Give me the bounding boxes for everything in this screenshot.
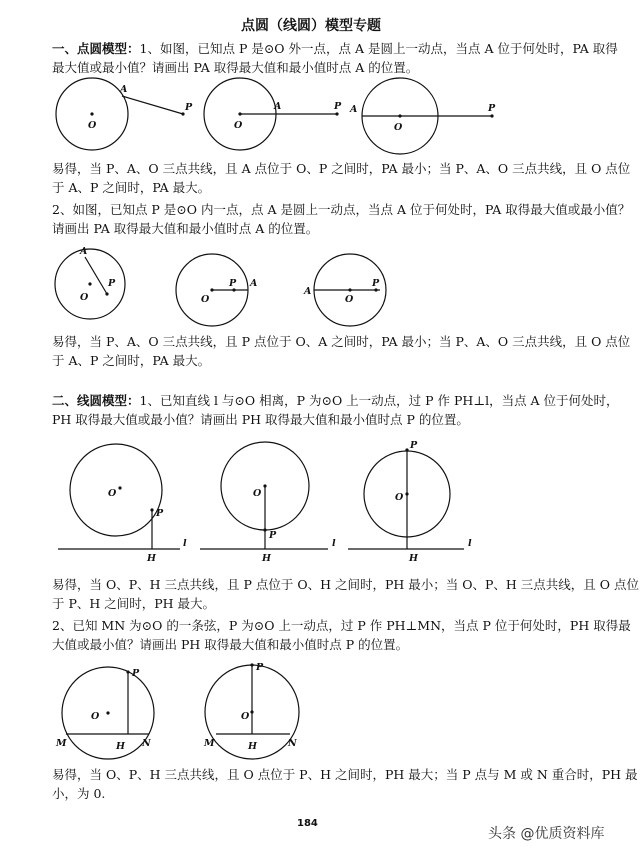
sec1-q1-line1 [52, 41, 618, 57]
sec2-a2-line1: 易得，当 O、P、H 三点共线，且 O 点位于 P、H 之间时，PH 最大；当 P 点与 M 或 N 重合时，PH 最 [52, 767, 638, 782]
label-N: N [288, 738, 297, 749]
label-O: O [234, 120, 243, 131]
sec2-heading: 二、线圆模型： [52, 393, 140, 408]
label-O: O [80, 292, 89, 303]
label-M: M [204, 738, 215, 749]
label-P: P [410, 440, 418, 451]
label-P: P [108, 278, 116, 289]
label-H: H [116, 741, 125, 752]
label-A: A [120, 84, 128, 95]
label-H: H [262, 553, 271, 564]
sec2-q1-line1 [52, 393, 619, 409]
sec1-q1-line2: 最大值或最小值？请画出 PA 取得最大值和最小值时点 A 的位置。 [52, 60, 419, 75]
label-l: l [468, 538, 472, 549]
fig-1b [204, 78, 342, 150]
sec1-a2-line2: 于 A、P 之间时，PA 最大。 [52, 353, 211, 368]
figure-row-line-circle [50, 436, 490, 570]
label-N: N [142, 738, 151, 749]
label-l: l [183, 538, 187, 549]
label-H: H [147, 553, 156, 564]
sec2-q2-line1: 2、已知 MN 为⊙O 的一条弦，P 为⊙O 上一动点，过 P 作 PH⊥MN，当点 P 位于何处时，PH 取得最 [52, 618, 631, 633]
label-O: O [88, 120, 97, 131]
sec1-a1-line2: 于 A、P 之间时，PA 最大。 [52, 180, 211, 195]
figure-row-point-outside [50, 76, 510, 156]
label-P: P [132, 668, 140, 679]
label-A: A [80, 246, 88, 257]
page-number: 184 [297, 818, 318, 829]
fig-2c [303, 254, 386, 326]
label-A: A [250, 278, 258, 289]
label-O: O [253, 488, 262, 499]
fig-3a [58, 444, 187, 564]
label-P: P [256, 662, 264, 673]
figure-row-chord-circle [50, 660, 320, 760]
watermark: 头条 @优质资料库 [488, 826, 605, 842]
figure-row-point-inside [50, 244, 400, 324]
sec2-q1-line2: PH 取得最大值或最小值？请画出 PH 取得最大值和最小值时点 P 的位置。 [52, 412, 469, 427]
label-P: P [156, 508, 164, 519]
label-P: P [269, 530, 277, 541]
label-O: O [241, 711, 250, 722]
label-P: P [229, 278, 237, 289]
label-O: O [201, 294, 210, 305]
label-P: P [488, 103, 496, 114]
label-A: A [304, 286, 312, 297]
sec2-q2-line2: 大值或最小值？请画出 PH 取得最大值和最小值时点 P 的位置。 [52, 637, 409, 652]
sec1-heading: 一、点圆模型： [52, 41, 140, 56]
label-M: M [56, 738, 67, 749]
label-H: H [409, 553, 418, 564]
fig-4a [55, 667, 154, 759]
fig-3b [200, 442, 336, 564]
sec2-a1-line1: 易得，当 O、P、H 三点共线，且 P 点位于 O、H 之间时，PH 最小；当 O、P、H 三点共线，且 O 点位 [52, 577, 639, 592]
sec2-a2-line2: 小，为 0. [52, 786, 106, 801]
sec1-a1-line1: 易得，当 P、A、O 三点共线，且 A 点位于 O、P 之间时，PA 最小；当 P、A、O 三点共线，且 O 点位 [52, 161, 631, 176]
label-H: H [248, 741, 257, 752]
label-P: P [372, 278, 380, 289]
sec1-a2-line1: 易得，当 P、A、O 三点共线，且 P 点位于 O、A 之间时，PA 最小；当 P、A、O 三点共线，且 O 点位 [52, 334, 631, 349]
sec1-q2-line2: 请画出 PA 取得最大值和最小值时点 A 的位置。 [52, 221, 319, 236]
page-title: 点圆（线圆）模型专题 [241, 18, 381, 34]
label-O: O [108, 488, 117, 499]
sec1-q2-line1: 2、如图，已知点 P 是⊙O 内一点，点 A 是圆上一动点，当点 A 位于何处时，PA 取得最大值或最小值？ [52, 202, 631, 217]
label-O: O [91, 711, 100, 722]
fig-2b [176, 254, 257, 326]
label-P: P [334, 101, 342, 112]
label-O: O [395, 492, 404, 503]
label-l: l [332, 538, 336, 549]
fig-2a [55, 246, 125, 319]
fig-4b [203, 662, 299, 759]
sec2-q1-text: 1、已知直线 l 与⊙O 相离，P 为⊙O 上一动点，过 P 作 PH⊥l，当点 A 位于何处时， [139, 393, 619, 408]
sec2-a1-line2: 于 P、H 之间时，PH 最大。 [52, 596, 216, 611]
fig-1a [56, 78, 193, 150]
sec1-q1-text: 1、如图，已知点 P 是⊙O 外一点，点 A 是圆上一动点，当点 A 位于何处时，PA 取得 [139, 41, 618, 56]
label-A: A [350, 104, 358, 115]
label-P: P [185, 102, 193, 113]
fig-1c [349, 78, 496, 154]
label-O: O [345, 294, 354, 305]
fig-3c [348, 440, 472, 564]
label-O: O [394, 122, 403, 133]
label-A: A [274, 101, 282, 112]
